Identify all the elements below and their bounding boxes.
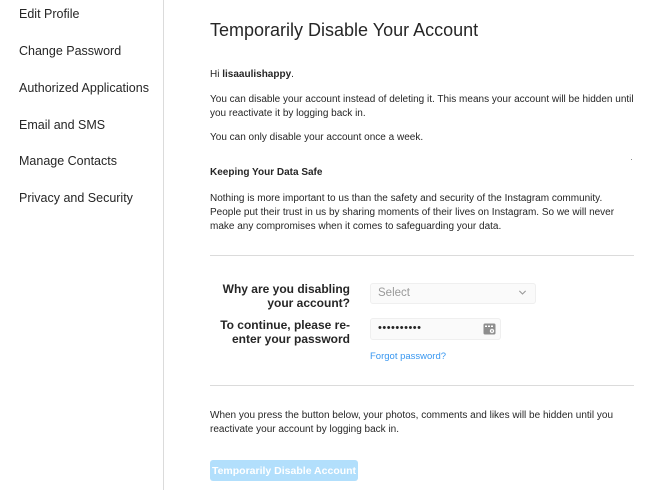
intro-text: You can disable your account instead of deleting it. This means your account will be hidden until you reactivate it by logging back in. — [210, 94, 634, 119]
sidebar-item-authorized-applications[interactable]: Authorized Applications — [19, 81, 149, 95]
password-label: To continue, please re-enter your password — [220, 318, 350, 346]
data-safe-heading: Keeping Your Data Safe — [210, 167, 323, 178]
sidebar-item-manage-contacts[interactable]: Manage Contacts — [19, 154, 117, 168]
disable-account-button[interactable]: Temporarily Disable Account — [210, 460, 358, 481]
reason-select[interactable] — [370, 283, 536, 304]
greeting-prefix: Hi — [210, 69, 223, 80]
divider-bottom — [210, 385, 634, 386]
password-input[interactable] — [370, 318, 501, 340]
key-icon[interactable] — [483, 323, 496, 335]
chevron-down-icon — [518, 288, 527, 297]
greeting-suffix: . — [291, 69, 294, 80]
page-title: Temporarily Disable Your Account — [210, 20, 479, 40]
sidebar-item-privacy-and-security[interactable]: Privacy and Security — [19, 191, 133, 205]
sidebar-item-change-password[interactable]: Change Password — [19, 44, 122, 58]
reason-label: Why are you disabling your account? — [222, 282, 350, 310]
once-a-week-text: You can only disable your account once a week. — [210, 132, 424, 143]
divider-top — [210, 255, 634, 256]
settings-sidebar — [0, 0, 164, 490]
warning-text: When you press the button below, your photos, comments and likes will be hidden until you reactivate your account by logging back in. — [210, 410, 614, 435]
data-safe-text: Nothing is more important to us than the safety and security of the Instagram community. People put their trust in us by sharing moments of their lives on Instagram. So we will never make any compromises when it comes to safeguarding your data. — [210, 193, 615, 232]
password-value: •••••••••• — [378, 322, 422, 334]
reason-select-value: Select — [378, 287, 410, 299]
sidebar-item-email-and-sms[interactable]: Email and SMS — [19, 118, 106, 132]
forgot-password-link[interactable]: Forgot password? — [370, 351, 447, 362]
greeting — [210, 68, 634, 82]
stray-dot — [631, 159, 632, 160]
username: lisaaulishappy — [222, 69, 292, 80]
sidebar-item-edit-profile[interactable]: Edit Profile — [19, 7, 80, 21]
